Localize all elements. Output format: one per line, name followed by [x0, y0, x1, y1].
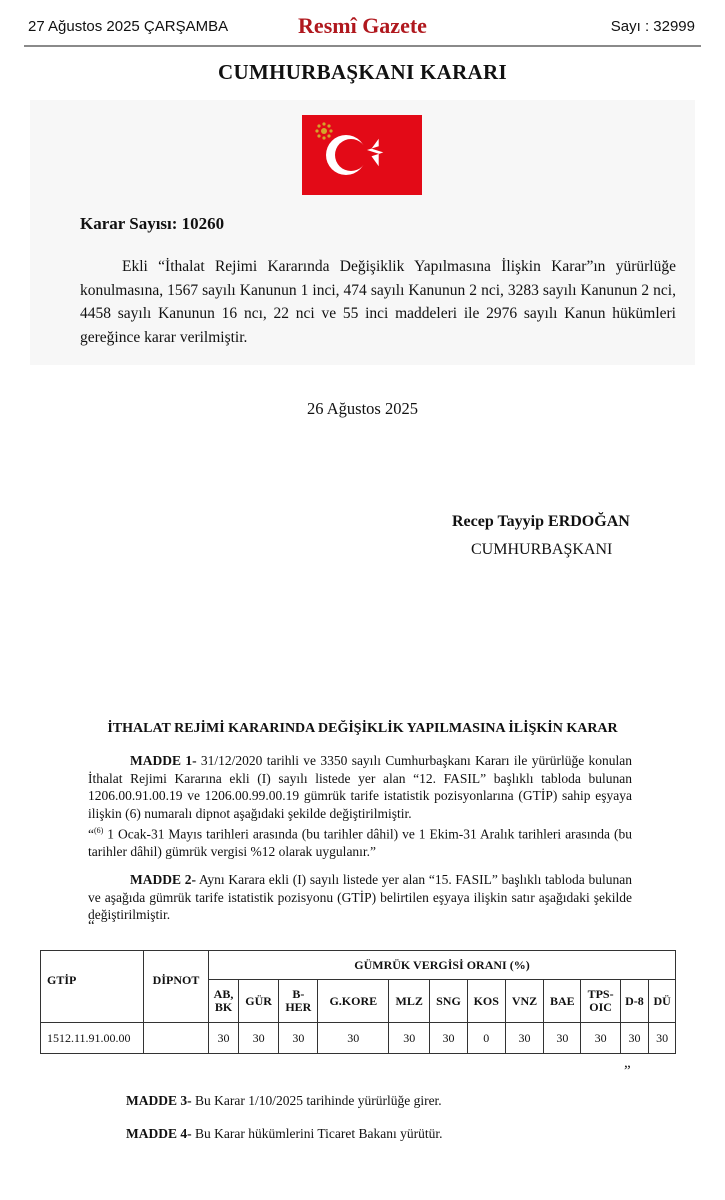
- header-line: GÜR: [245, 993, 272, 1008]
- cell-rate: 0: [467, 1023, 505, 1054]
- signatory-name: Recep Tayyip ERDOĞAN: [452, 513, 630, 530]
- header-gtip: GTİP: [41, 951, 144, 1023]
- signatory-title: CUMHURBAŞKANI: [471, 541, 613, 558]
- header-duty-rate: GÜMRÜK VERGİSİ ORANI (%): [209, 951, 676, 980]
- cell-rate: 30: [620, 1023, 649, 1054]
- table-open-quote: “: [88, 918, 95, 934]
- header-line: BK: [214, 1000, 233, 1014]
- article-4-label: MADDE 4-: [126, 1126, 192, 1141]
- header-line: D-8: [625, 993, 644, 1008]
- header-country: [581, 980, 620, 1023]
- footnote-open-quote: “: [88, 826, 94, 842]
- header-country: [239, 980, 279, 1023]
- article-4-text: Bu Karar hükümlerini Ticaret Bakanı yürütür.: [195, 1126, 443, 1141]
- header-line: B-: [292, 987, 305, 1001]
- header-country: [279, 980, 318, 1023]
- decree-paragraph: Ekli “İthalat Rejimi Kararında Değişiklik Yapılmasına İlişkin Karar”ın yürürlüğe konulmasına, 1567 sayılı Kanunun 1 inci, 474 sayılı Kanunun 2 nci, 3283 sayılı Kanunun 2 nci, 4458 sayılı Kanunun 16 ncı, 22 nci ve 55 inci maddeleri ile 2976 sayılı Kanun hükümleri gereğince karar verilmiştir.: [80, 258, 676, 346]
- header-country: [209, 980, 239, 1023]
- flag-emblem-icon: [302, 115, 422, 195]
- header-country: [505, 980, 543, 1023]
- header-line: TPS-: [587, 987, 614, 1001]
- article-1-label: MADDE 1-: [130, 753, 197, 768]
- header-line: G.KORE: [329, 993, 378, 1008]
- header-divider: [24, 45, 701, 47]
- annex-title: İTHALAT REJİMİ KARARINDA DEĞİŞİKLİK YAPILMASINA İLİŞKİN KARAR: [107, 721, 618, 736]
- decision-number: Karar Sayısı: 10260: [80, 214, 225, 233]
- article-2-paragraph: [88, 871, 632, 924]
- header-country: [430, 980, 467, 1023]
- article-2-label: MADDE 2-: [130, 872, 196, 887]
- header-line: OIC: [589, 1000, 612, 1014]
- cell-rate: 30: [430, 1023, 467, 1054]
- header-date: 27 Ağustos 2025 ÇARŞAMBA: [28, 18, 229, 35]
- header-country: [620, 980, 649, 1023]
- cell-rate: 30: [239, 1023, 279, 1054]
- article-1: [88, 752, 632, 861]
- article-2: [88, 871, 632, 924]
- table-header-row: [41, 951, 676, 980]
- header-line: MLZ: [395, 993, 423, 1008]
- decree-date: 26 Ağustos 2025: [307, 399, 418, 418]
- header-line: AB,: [213, 987, 234, 1001]
- table-close-quote: ”: [624, 1063, 631, 1079]
- header-line: DÜ: [653, 993, 671, 1008]
- tariff-table: [40, 950, 676, 1054]
- turkish-flag: [302, 115, 422, 195]
- cell-gtip: 1512.11.91.00.00: [41, 1023, 144, 1054]
- footnote-text: 1 Ocak-31 Mayıs tarihleri arasında (bu tarihler dâhil) ve 1 Ekim-31 Aralık tarihleri arasında (bu tarihler dâhil) gümrük vergisi %12 olarak uygulanır.”: [88, 826, 632, 859]
- header-line: KOS: [473, 993, 499, 1008]
- footnote-6: [88, 822, 632, 861]
- header-country: [649, 980, 676, 1023]
- article-3-label: MADDE 3-: [126, 1093, 192, 1108]
- cell-rate: 30: [649, 1023, 676, 1054]
- cell-rate: 30: [389, 1023, 430, 1054]
- footnote-marker: (6): [94, 826, 104, 835]
- cell-rate: 30: [544, 1023, 581, 1054]
- cell-rate: 30: [581, 1023, 620, 1054]
- cell-rate: 30: [318, 1023, 389, 1054]
- article-4: [126, 1126, 442, 1142]
- header-country: [318, 980, 389, 1023]
- table-row: [41, 1023, 676, 1054]
- article-1-paragraph: [88, 752, 632, 822]
- publication-title: Resmî Gazete: [298, 13, 427, 38]
- article-3: [126, 1093, 442, 1109]
- header-country: [389, 980, 430, 1023]
- header-dipnot: DİPNOT: [144, 951, 209, 1023]
- article-3-text: Bu Karar 1/10/2025 tarihinde yürürlüğe girer.: [195, 1093, 442, 1108]
- header-country: [544, 980, 581, 1023]
- cell-rate: 30: [209, 1023, 239, 1054]
- header-line: BAE: [549, 993, 575, 1008]
- header-country: [467, 980, 505, 1023]
- document-title: CUMHURBAŞKANI KARARI: [218, 60, 507, 84]
- cell-rate: 30: [505, 1023, 543, 1054]
- header-line: SNG: [436, 993, 461, 1008]
- article-2-text: Aynı Karara ekli (I) sayılı listede yer alan “15. FASIL” başlıklı tabloda bulunan ve aşağıda gümrük tarife istatistik pozisyonu (GTİP) belirtilen eşyaya ilişkin satır aşağıdaki şekilde değiştirilmiştir.: [88, 872, 632, 922]
- cell-rate: 30: [279, 1023, 318, 1054]
- issue-number: Sayı : 32999: [610, 18, 695, 35]
- header-line: HER: [285, 1000, 312, 1014]
- cell-dipnot: [144, 1023, 209, 1054]
- header-line: VNZ: [511, 993, 538, 1008]
- article-1-text: 31/12/2020 tarihli ve 3350 sayılı Cumhurbaşkanı Kararı ile yürürlüğe konulan İthalat Rejimi Kararına ekli (I) sayılı listede yer alan “12. FASIL” başlıklı tabloda bulunan 1206.00.91.00.19 ve 1206.00.99.00.19 gümrük tarife istatistik pozisyonlarına (GTİP) sahip eşyaya ilişkin (6) numaralı dipnot aşağıdaki şekilde değiştirilmiştir.: [88, 753, 632, 821]
